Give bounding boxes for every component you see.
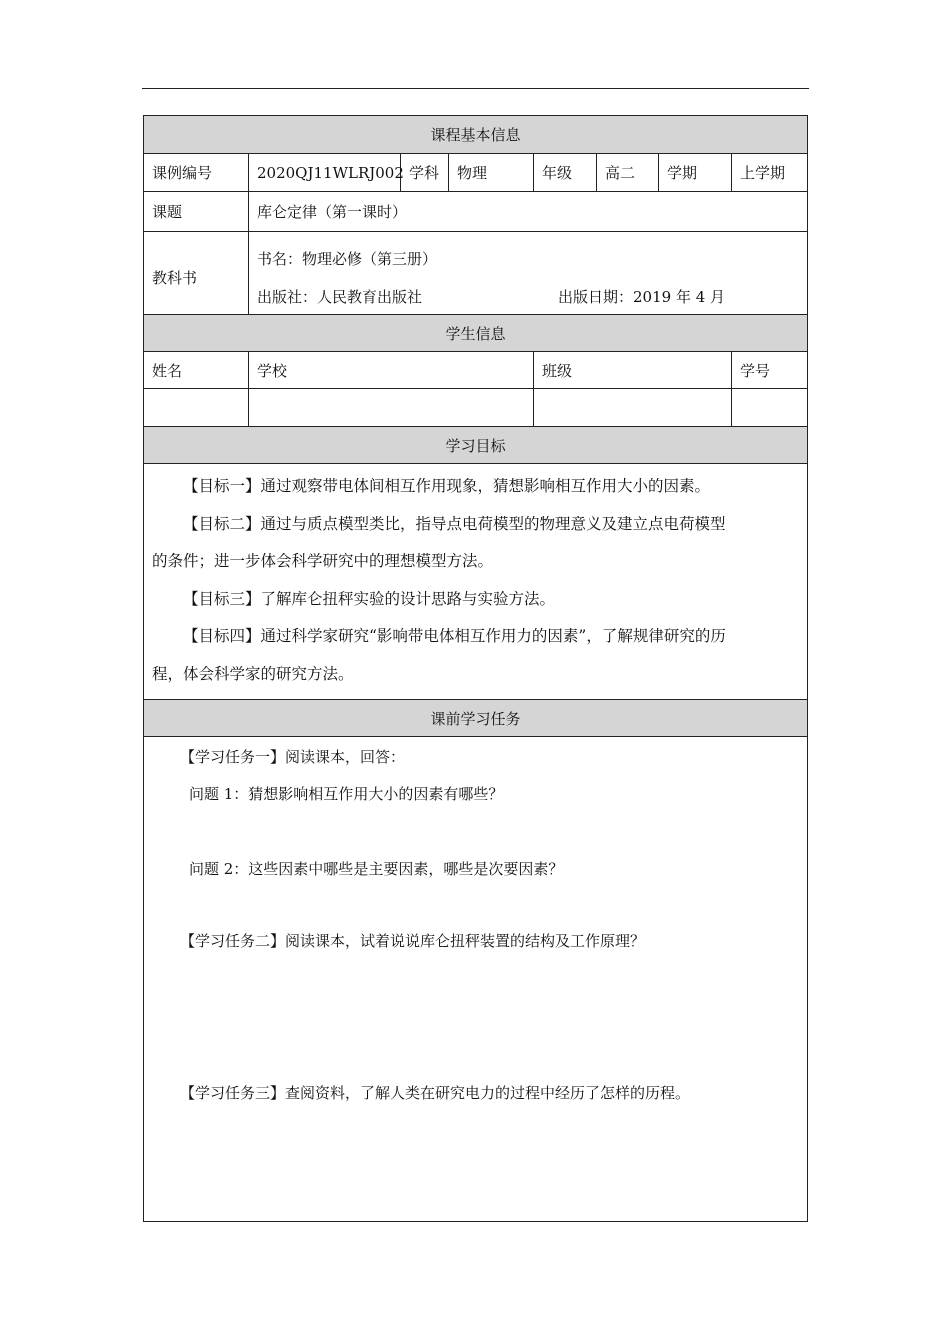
goal-3: 【目标三】了解库仑扭秤实验的设计思路与实验方法。	[183, 589, 556, 608]
publish-date: 出版日期：2019 年 4 月	[558, 287, 726, 306]
publisher: 出版社：人民教育出版社	[257, 287, 423, 306]
student-class-cell[interactable]	[534, 389, 732, 427]
task-1-question-1: 问题 1：猜想影响相互作用大小的因素有哪些？	[189, 785, 504, 803]
goals-content	[144, 464, 808, 700]
task-2: 【学习任务二】阅读课本，试着说说库仑扭秤装置的结构及工作原理？	[180, 932, 646, 950]
course-id-value: 2020QJ11WLRJ002	[249, 154, 401, 192]
student-school-cell[interactable]	[249, 389, 534, 427]
term-value: 上学期	[732, 154, 808, 192]
student-name-label: 姓名	[144, 352, 249, 389]
section-course-info: 课程基本信息	[144, 116, 808, 154]
task-1-question-2: 问题 2：这些因素中哪些是主要因素，哪些是次要因素？	[189, 860, 564, 878]
course-info-table	[143, 115, 808, 1222]
student-name-cell[interactable]	[144, 389, 249, 427]
topic-label: 课题	[144, 192, 249, 232]
subject-value: 物理	[449, 154, 534, 192]
textbook-info	[249, 232, 808, 315]
textbook-label: 教科书	[144, 232, 249, 315]
goal-2: 【目标二】通过与质点模型类比，指导点电荷模型的物理意义及建立点电荷模型	[183, 514, 726, 533]
grade-label: 年级	[534, 154, 597, 192]
section-tasks: 课前学习任务	[144, 700, 808, 737]
section-student-info: 学生信息	[144, 315, 808, 352]
subject-label: 学科	[401, 154, 449, 192]
section-goals: 学习目标	[144, 427, 808, 464]
book-name: 书名：物理必修（第三册）	[257, 249, 438, 268]
task-3: 【学习任务三】查阅资料，了解人类在研究电力的过程中经历了怎样的历程。	[180, 1084, 691, 1102]
student-class-label: 班级	[534, 352, 732, 389]
student-school-label: 学校	[249, 352, 534, 389]
goal-2-continued: 的条件；进一步体会科学研究中的理想模型方法。	[152, 552, 494, 570]
course-id-label: 课例编号	[144, 154, 249, 192]
student-number-label: 学号	[732, 352, 808, 389]
goal-4: 【目标四】通过科学家研究“影响带电体相互作用力的因素”，了解规律研究的历	[183, 627, 726, 645]
grade-value: 高二	[597, 154, 659, 192]
task-1: 【学习任务一】阅读课本，回答：	[180, 748, 406, 766]
goal-4-continued: 程，体会科学家的研究方法。	[152, 664, 354, 683]
term-label: 学期	[659, 154, 732, 192]
student-number-cell[interactable]	[732, 389, 808, 427]
goal-1: 【目标一】通过观察带电体间相互作用现象，猜想影响相互作用大小的因素。	[183, 477, 711, 495]
topic-value: 库仑定律（第一课时）	[249, 192, 808, 232]
page-header-rule	[142, 88, 809, 89]
tasks-content	[144, 737, 808, 1222]
